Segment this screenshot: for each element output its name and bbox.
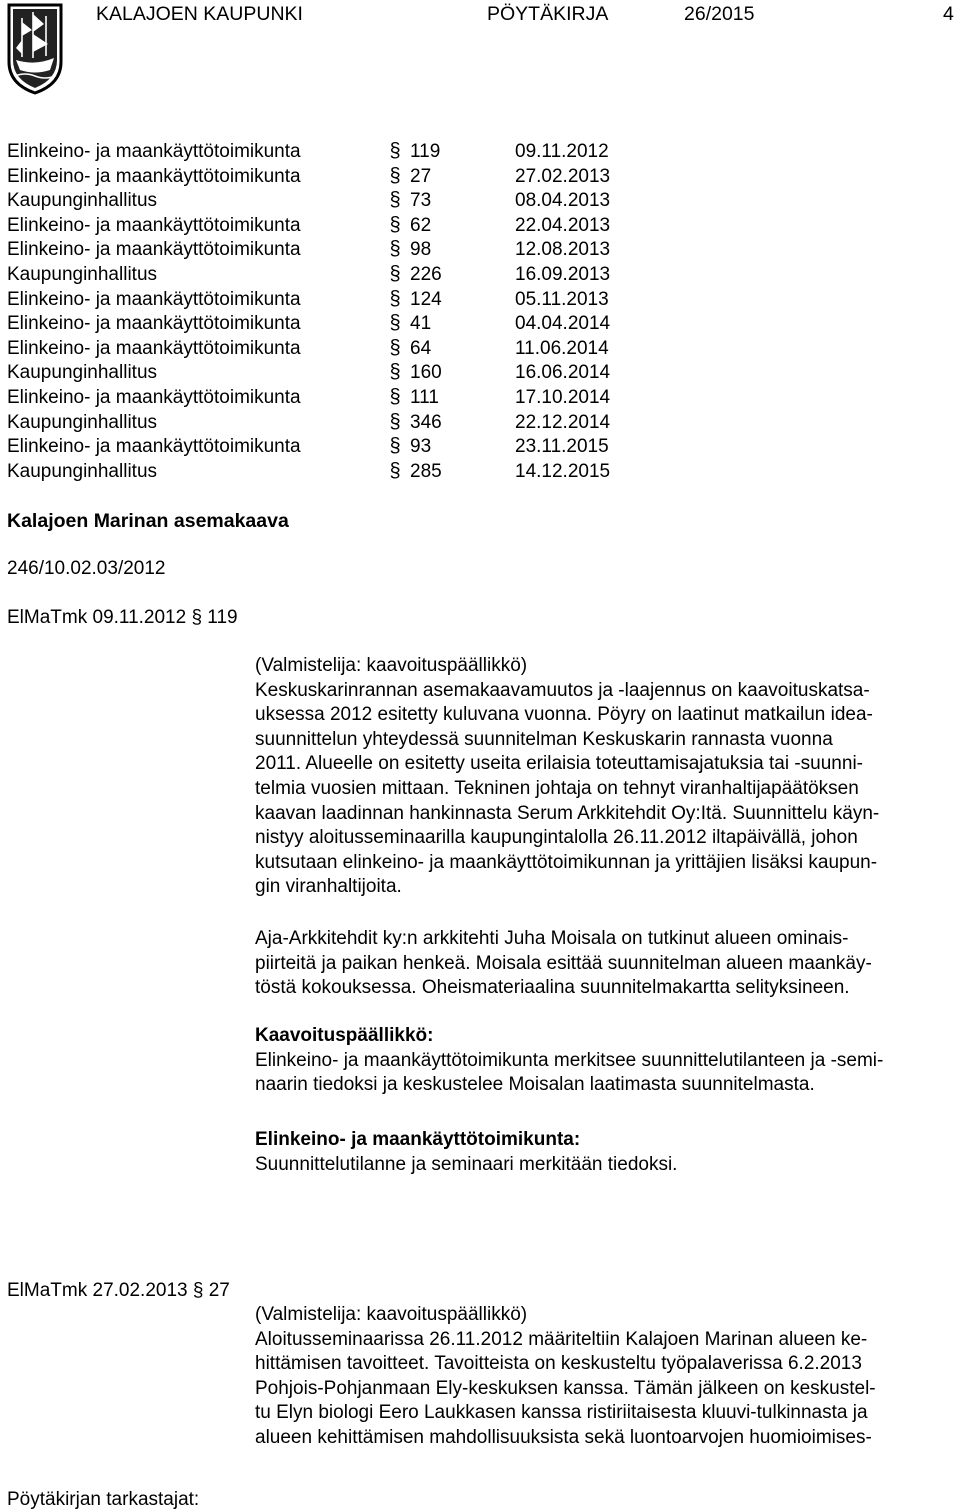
history-body: Kaupunginhallitus bbox=[7, 362, 158, 384]
section-sign: § bbox=[389, 385, 401, 408]
history-body: Elinkeino- ja maankäyttötoimikunta bbox=[7, 337, 301, 359]
section-sign: § bbox=[389, 459, 401, 482]
history-date: 16.09.2013 bbox=[515, 263, 611, 285]
history-body: Elinkeino- ja maankäyttötoimikunta bbox=[7, 141, 301, 162]
decision-text: Suunnittelutilanne ja seminaari merkitään tiedoksi. bbox=[255, 1153, 678, 1175]
text-line: tu Elyn biologi Eero Laukkasen kanssa ristiriitaisesta kluuvi-tulkinnasta ja bbox=[255, 1402, 868, 1424]
text-line: Aja-Arkkitehdit ky:n arkkitehti Juha Moisala on tutkinut alueen ominais- bbox=[255, 928, 849, 949]
history-section-number: 73 bbox=[410, 190, 432, 212]
history-section-number: 160 bbox=[410, 362, 442, 384]
text-line: telmia vuosien mittaan. Tekninen johtaja on tehnyt viranhaltijapäätöksen bbox=[255, 777, 859, 799]
section-sign: § bbox=[389, 238, 401, 261]
body-paragraph bbox=[255, 927, 872, 1001]
text-line: Keskuskarinrannan asemakaavamuutos ja -laajennus on kaavoituskatsa- bbox=[255, 679, 870, 701]
text-line: uksessa 2012 esitetty kuluvana vuonna. Pöyry on laatinut matkailun idea- bbox=[255, 704, 873, 726]
history-body: Elinkeino- ja maankäyttötoimikunta bbox=[7, 313, 301, 335]
meeting-reference: ElMaTmk 27.02.2013 § 27 bbox=[7, 1280, 230, 1301]
case-number: 246/10.02.03/2012 bbox=[7, 558, 166, 579]
section-sign: § bbox=[389, 164, 401, 187]
page-title: Kalajoen Marinan asemakaava bbox=[7, 510, 289, 532]
decision-section bbox=[255, 1128, 677, 1177]
section-sign: § bbox=[389, 287, 401, 310]
history-section-number: 98 bbox=[410, 239, 432, 261]
header-city: KALAJOEN KAUPUNKI bbox=[96, 3, 303, 25]
text-line: 2011. Alueelle on esitetty useita erilaisia toteuttamisajatuksia tai -suunni- bbox=[255, 753, 863, 775]
history-body: Elinkeino- ja maankäyttötoimikunta bbox=[7, 165, 301, 187]
history-date: 05.11.2013 bbox=[515, 288, 609, 310]
decision-heading: Elinkeino- ja maankäyttötoimikunta: bbox=[255, 1129, 581, 1150]
history-date: 14.12.2015 bbox=[515, 460, 611, 482]
history-section-number: 41 bbox=[410, 313, 432, 335]
text-line: piirteitä ja paikan henkeä. Moisala esittää suunnitelman alueen maankäy- bbox=[255, 952, 872, 974]
header-doc-type: PÖYTÄKIRJA bbox=[487, 3, 609, 25]
text-line: suunnittelun yhteydessä suunnitelman Keskuskarin rannasta vuonna bbox=[255, 728, 833, 750]
preparer-line: (Valmistelija: kaavoituspäällikkö) bbox=[255, 1304, 528, 1325]
text-line: töstä kokouksessa. Oheismateriaalina suunnitelmakartta selityksineen. bbox=[255, 977, 850, 999]
history-body: Elinkeino- ja maankäyttötoimikunta bbox=[7, 288, 301, 310]
history-section-number: 226 bbox=[410, 263, 442, 285]
history-section-number: 27 bbox=[410, 165, 432, 187]
history-date: 08.04.2013 bbox=[515, 190, 611, 212]
history-date: 23.11.2015 bbox=[515, 436, 609, 458]
history-date: 22.12.2014 bbox=[515, 411, 611, 433]
section-sign: § bbox=[389, 213, 401, 236]
text-line: hittämisen tavoitteet. Tavoitteista on keskusteltu työpalaverissa 6.2.2013 bbox=[255, 1353, 862, 1375]
section-sign: § bbox=[389, 435, 401, 458]
history-date: 12.08.2013 bbox=[515, 239, 611, 261]
text-line: naarin tiedoksi ja keskustelee Moisalan laatimasta suunnitelmasta. bbox=[255, 1074, 815, 1096]
text-line: Aloitusseminaarissa 26.11.2012 määriteltiin Kalajoen Marinan alueen ke- bbox=[255, 1328, 868, 1350]
text-line: gin viranhaltijoita. bbox=[255, 876, 402, 898]
history-section-number: 62 bbox=[410, 214, 432, 236]
history-section-number: 124 bbox=[410, 288, 442, 310]
history-date: 17.10.2014 bbox=[515, 386, 611, 408]
text-line: nistyy aloitusseminaarilla kaupungintalolla 26.11.2012 iltapäivällä, johon bbox=[255, 827, 858, 849]
preparer-note bbox=[255, 1303, 876, 1451]
history-body: Kaupunginhallitus bbox=[7, 190, 158, 212]
footer-inspectors-label: Pöytäkirjan tarkastajat: bbox=[7, 1489, 200, 1510]
history-date: 09.11.2012 bbox=[515, 141, 609, 162]
history-section-number: 346 bbox=[410, 411, 442, 433]
history-body: Elinkeino- ja maankäyttötoimikunta bbox=[7, 239, 301, 261]
text-line: kutsutaan elinkeino- ja maankäyttötoimikunnan ja yrittäjien lisäksi kaupun- bbox=[255, 851, 878, 873]
kalajoki-crest-ship-icon bbox=[6, 2, 64, 96]
proposal-section bbox=[255, 1024, 883, 1098]
history-date: 27.02.2013 bbox=[515, 165, 611, 187]
header-doc-number: 26/2015 bbox=[684, 3, 755, 25]
section-sign: § bbox=[389, 189, 401, 212]
section-sign: § bbox=[389, 336, 401, 359]
text-line: kaavan laadinnan hankinnasta Serum Arkkitehdit Oy:Itä. Suunnittelu käyn- bbox=[255, 802, 880, 824]
text-line: alueen kehittämisen mahdollisuuksista sekä luontoarvojen huomioimises- bbox=[255, 1426, 872, 1448]
text-line: Elinkeino- ja maankäyttötoimikunta merkitsee suunnittelutilanteen ja -semi- bbox=[255, 1049, 884, 1071]
header-page-number: 4 bbox=[943, 3, 954, 25]
section-sign: § bbox=[389, 361, 401, 384]
history-date: 16.06.2014 bbox=[515, 362, 611, 384]
meeting-reference: ElMaTmk 09.11.2012 § 119 bbox=[7, 607, 238, 628]
history-section-number: 285 bbox=[410, 460, 442, 482]
history-body: Kaupunginhallitus bbox=[7, 411, 158, 433]
history-section-number: 64 bbox=[410, 337, 432, 359]
history-section-number: 119 bbox=[410, 141, 441, 162]
section-sign: § bbox=[389, 262, 401, 285]
history-section-number: 111 bbox=[410, 386, 439, 408]
history-body: Elinkeino- ja maankäyttötoimikunta bbox=[7, 436, 301, 458]
history-date: 04.04.2014 bbox=[515, 313, 611, 335]
history-body: Elinkeino- ja maankäyttötoimikunta bbox=[7, 214, 301, 236]
history-date: 11.06.2014 bbox=[515, 337, 609, 359]
history-body: Elinkeino- ja maankäyttötoimikunta bbox=[7, 386, 301, 408]
history-body: Kaupunginhallitus bbox=[7, 263, 158, 285]
preparer-line: (Valmistelija: kaavoituspäällikkö) bbox=[255, 655, 528, 676]
text-line: Pohjois-Pohjanmaan Ely-keskuksen kanssa. Tämän jälkeen on keskustel- bbox=[255, 1377, 876, 1399]
history-body: Kaupunginhallitus bbox=[7, 460, 158, 482]
history-date: 22.04.2013 bbox=[515, 214, 611, 236]
section-sign: § bbox=[389, 410, 401, 433]
section-sign: § bbox=[389, 312, 401, 335]
history-section-number: 93 bbox=[410, 436, 432, 458]
section-sign: § bbox=[389, 140, 401, 162]
preparer-note bbox=[255, 654, 879, 900]
proposal-heading: Kaavoituspäällikkö: bbox=[255, 1025, 434, 1046]
